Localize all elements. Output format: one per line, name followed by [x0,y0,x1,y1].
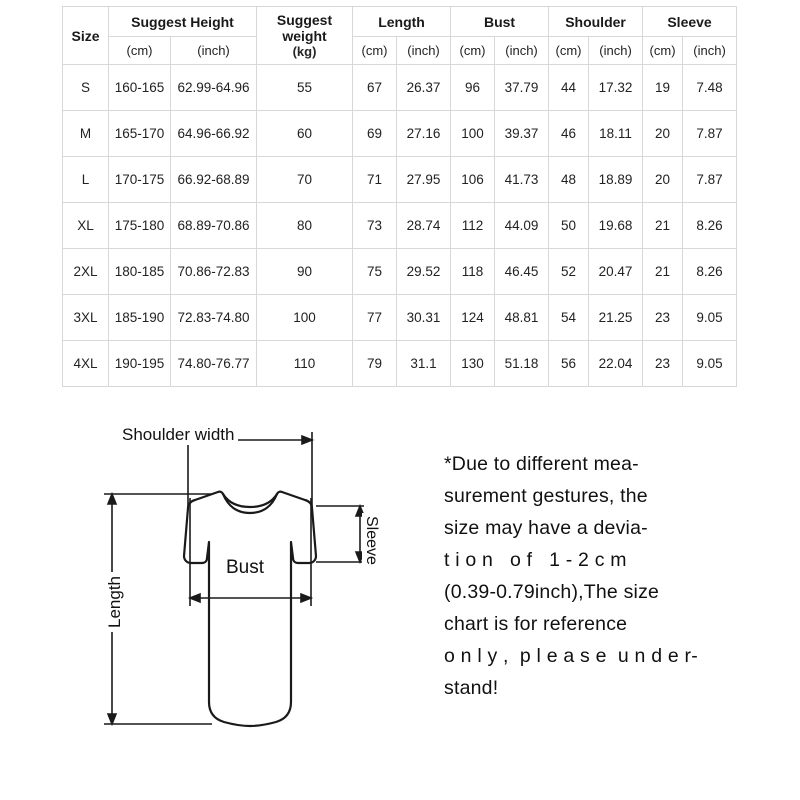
cell-sleeve-cm: 23 [643,341,683,387]
cell-sleeve-cm: 21 [643,203,683,249]
cell-length-cm: 69 [353,111,397,157]
header-shoulder: Shoulder [549,7,643,37]
note-line-7: o n l y , p l e a s e u n d e r- [444,645,698,667]
cell-length-inch: 31.1 [397,341,451,387]
header-weight-unit: (kg) [292,44,317,59]
cell-bust-cm: 112 [451,203,495,249]
cell-shoulder-inch: 21.25 [589,295,643,341]
cell-length-cm: 67 [353,65,397,111]
length-label: Length [105,572,125,632]
cell-shoulder-cm: 48 [549,157,589,203]
cell-height-inch: 68.89-70.86 [171,203,257,249]
cell-size: 3XL [63,295,109,341]
cell-length-inch: 28.74 [397,203,451,249]
table-header-row-sub [63,37,737,65]
cell-length-inch: 27.16 [397,111,451,157]
cell-sleeve-cm: 20 [643,157,683,203]
cell-shoulder-cm: 46 [549,111,589,157]
header-length: Length [353,7,451,37]
cell-weight: 60 [257,111,353,157]
cell-size: L [63,157,109,203]
size-chart-table-wrap [62,6,727,387]
cell-weight: 80 [257,203,353,249]
header-length-cm: (cm) [353,37,397,65]
cell-sleeve-cm: 23 [643,295,683,341]
cell-length-inch: 27.95 [397,157,451,203]
header-height-inch: (inch) [171,37,257,65]
cell-shoulder-inch: 17.32 [589,65,643,111]
size-chart-table [62,6,737,387]
table-row [63,295,737,341]
cell-height-inch: 72.83-74.80 [171,295,257,341]
cell-length-cm: 71 [353,157,397,203]
cell-shoulder-cm: 54 [549,295,589,341]
cell-weight: 70 [257,157,353,203]
cell-bust-cm: 118 [451,249,495,295]
cell-shoulder-cm: 52 [549,249,589,295]
cell-length-inch: 30.31 [397,295,451,341]
sleeve-dimension-line [316,506,364,562]
note-line-4: t i o n o f 1 - 2 c m [444,549,627,571]
cell-length-inch: 26.37 [397,65,451,111]
cell-size: XL [63,203,109,249]
cell-bust-inch: 37.79 [495,65,549,111]
cell-weight: 100 [257,295,353,341]
header-suggest-weight-label: Suggest weight [276,12,333,44]
cell-height-cm: 160-165 [109,65,171,111]
cell-sleeve-inch: 7.87 [683,157,737,203]
table-row [63,111,737,157]
header-shoulder-cm: (cm) [549,37,589,65]
table-header-row-top [63,7,737,37]
note-line-8: stand! [444,677,499,699]
cell-shoulder-inch: 22.04 [589,341,643,387]
table-row [63,203,737,249]
cell-bust-inch: 44.09 [495,203,549,249]
cell-sleeve-inch: 7.87 [683,111,737,157]
header-length-inch: (inch) [397,37,451,65]
cell-sleeve-inch: 9.05 [683,341,737,387]
cell-bust-inch: 46.45 [495,249,549,295]
header-bust-cm: (cm) [451,37,495,65]
note-line-3: size may have a devia- [444,517,648,539]
cell-size: S [63,65,109,111]
header-size: Size [63,7,109,65]
cell-bust-cm: 130 [451,341,495,387]
cell-height-inch: 64.96-66.92 [171,111,257,157]
note-line-6: chart is for reference [444,613,628,635]
table-row [63,65,737,111]
cell-height-inch: 66.92-68.89 [171,157,257,203]
cell-weight: 110 [257,341,353,387]
cell-shoulder-inch: 18.11 [589,111,643,157]
shoulder-width-label: Shoulder width [118,425,238,445]
cell-sleeve-inch: 8.26 [683,249,737,295]
sleeve-label: Sleeve [362,513,380,568]
cell-length-cm: 79 [353,341,397,387]
header-suggest-height: Suggest Height [109,7,257,37]
cell-height-cm: 170-175 [109,157,171,203]
cell-bust-cm: 100 [451,111,495,157]
cell-length-cm: 75 [353,249,397,295]
note-line-2: surement gestures, the [444,485,648,507]
cell-sleeve-cm: 19 [643,65,683,111]
cell-bust-inch: 39.37 [495,111,549,157]
cell-shoulder-cm: 56 [549,341,589,387]
table-row [63,249,737,295]
cell-height-cm: 165-170 [109,111,171,157]
cell-sleeve-cm: 20 [643,111,683,157]
cell-height-inch: 62.99-64.96 [171,65,257,111]
cell-shoulder-cm: 44 [549,65,589,111]
cell-shoulder-inch: 20.47 [589,249,643,295]
cell-sleeve-cm: 21 [643,249,683,295]
cell-size: M [63,111,109,157]
cell-height-inch: 74.80-76.77 [171,341,257,387]
cell-height-cm: 185-190 [109,295,171,341]
header-sleeve: Sleeve [643,7,737,37]
cell-length-cm: 77 [353,295,397,341]
note-line-5: (0.39-0.79inch),The size [444,581,660,603]
header-bust-inch: (inch) [495,37,549,65]
cell-shoulder-cm: 50 [549,203,589,249]
header-sleeve-inch: (inch) [683,37,737,65]
cell-length-inch: 29.52 [397,249,451,295]
cell-size: 4XL [63,341,109,387]
cell-weight: 90 [257,249,353,295]
note-line-1: *Due to different mea- [444,453,639,475]
cell-bust-inch: 51.18 [495,341,549,387]
cell-length-cm: 73 [353,203,397,249]
cell-bust-cm: 96 [451,65,495,111]
header-height-cm: (cm) [109,37,171,65]
cell-sleeve-inch: 7.48 [683,65,737,111]
header-bust: Bust [451,7,549,37]
header-sleeve-cm: (cm) [643,37,683,65]
cell-sleeve-inch: 8.26 [683,203,737,249]
cell-sleeve-inch: 9.05 [683,295,737,341]
tshirt-outline [184,492,316,726]
cell-bust-inch: 41.73 [495,157,549,203]
cell-weight: 55 [257,65,353,111]
cell-height-cm: 180-185 [109,249,171,295]
header-suggest-weight [257,7,353,65]
cell-height-cm: 190-195 [109,341,171,387]
table-row [63,341,737,387]
cell-size: 2XL [63,249,109,295]
cell-bust-cm: 106 [451,157,495,203]
cell-height-inch: 70.86-72.83 [171,249,257,295]
cell-bust-cm: 124 [451,295,495,341]
cell-shoulder-inch: 19.68 [589,203,643,249]
header-shoulder-inch: (inch) [589,37,643,65]
cell-bust-inch: 48.81 [495,295,549,341]
cell-shoulder-inch: 18.89 [589,157,643,203]
measurement-disclaimer [444,448,762,704]
cell-height-cm: 175-180 [109,203,171,249]
table-row [63,157,737,203]
bust-label: Bust [221,557,269,579]
